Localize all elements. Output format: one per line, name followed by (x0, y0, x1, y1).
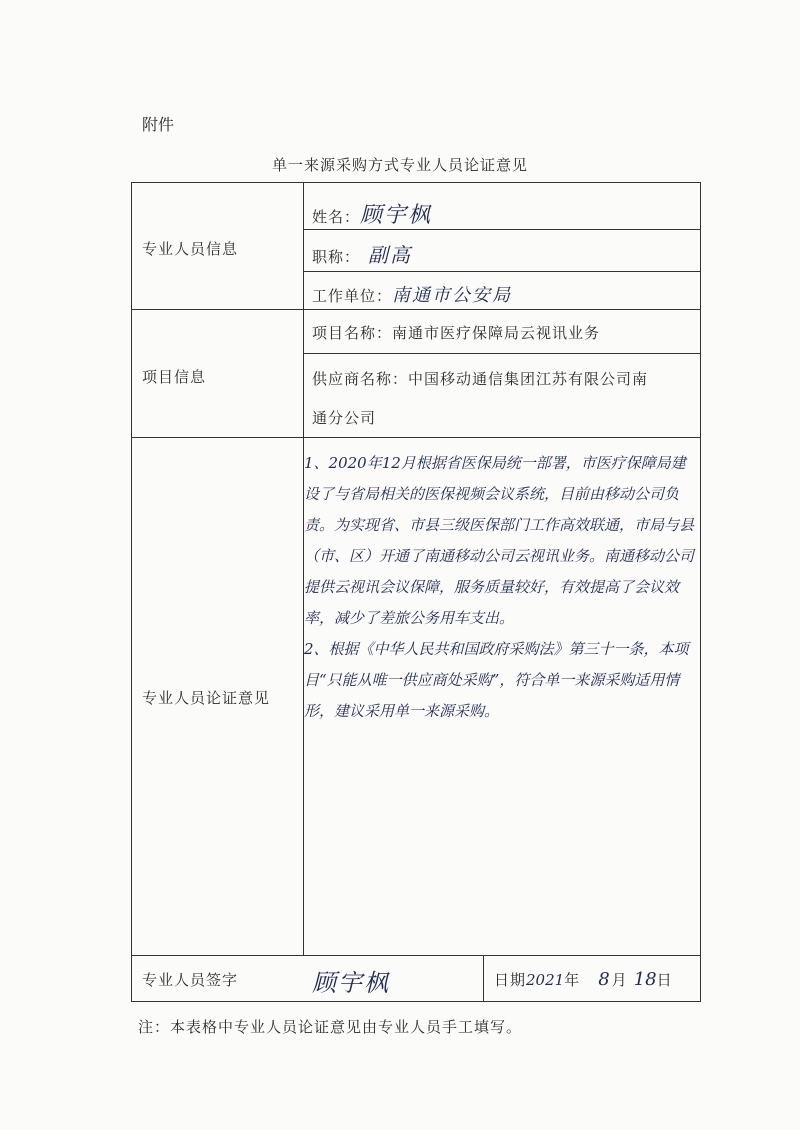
date-day: 18 (633, 969, 657, 990)
row-divider (303, 271, 700, 272)
title-row (312, 239, 412, 268)
section-divider (132, 437, 700, 438)
date-month: 8 (598, 969, 612, 990)
project-info-label: 项目信息 (142, 368, 207, 386)
date-label: 日期 (494, 971, 527, 989)
opinion-paragraph-1: 1、2020年12月根据省医保局统一部署，市医疗保障局建设了与省局相关的医保视频会议系统，目前由移动公司负责。为实现省、市县三级医保部门工作高效联通，市局与县（市、区）开通了南通移动公司云视讯业务。南通移动公司提供云视讯会议保障，服务质量较好，有效提高了会议效率，减少了差旅公务用车支出。 (304, 454, 695, 627)
name-value: 顾宇枫 (360, 203, 433, 228)
date-divider (483, 955, 484, 1001)
project-name-row (312, 322, 600, 343)
section-divider (132, 309, 700, 310)
supplier-value-line1: 中国移动通信集团江苏有限公司南 (408, 370, 649, 388)
expert-info-label: 专业人员信息 (142, 240, 239, 258)
date-year-suffix: 年 (564, 971, 581, 989)
supplier-value-line2: 通分公司 (312, 409, 377, 427)
date-year: 2021 (526, 971, 565, 989)
name-label: 姓名： (312, 208, 361, 226)
employer-row (312, 281, 512, 307)
date-month-suffix: 月 (611, 971, 628, 989)
footnote: 注：本表格中专业人员论证意见由专业人员手工填写。 (138, 1018, 523, 1036)
opinion-paragraph-2: 2、根据《中华人民共和国政府采购法》第三十一条，本项目“只能从唯一供应商处采购”，符合单一来源采购适用情形，建议采用单一来源采购。 (304, 640, 689, 720)
supplier-label: 供应商名称： (312, 370, 409, 388)
opinion-text (304, 448, 694, 727)
title-value: 副高 (368, 243, 413, 267)
title-label: 职称： (312, 248, 361, 266)
date-day-suffix: 日 (656, 971, 673, 989)
employer-label: 工作单位： (312, 287, 393, 305)
date-row (494, 969, 673, 990)
employer-value: 南通市公安局 (392, 285, 513, 306)
row-divider (303, 353, 700, 354)
name-row (312, 198, 432, 229)
section-divider (132, 955, 700, 956)
document-title: 单一来源采购方式专业人员论证意见 (271, 156, 528, 174)
supplier-row (312, 368, 648, 389)
expert-signature-label: 专业人员签字 (142, 971, 239, 989)
signature-value: 顾宇枫 (312, 969, 390, 997)
expert-opinion-label: 专业人员论证意见 (142, 689, 271, 707)
attachment-label: 附件 (142, 115, 175, 134)
project-name-value: 南通市医疗保障局云视讯业务 (392, 324, 601, 342)
row-divider (303, 229, 700, 230)
project-name-label: 项目名称： (312, 324, 393, 342)
